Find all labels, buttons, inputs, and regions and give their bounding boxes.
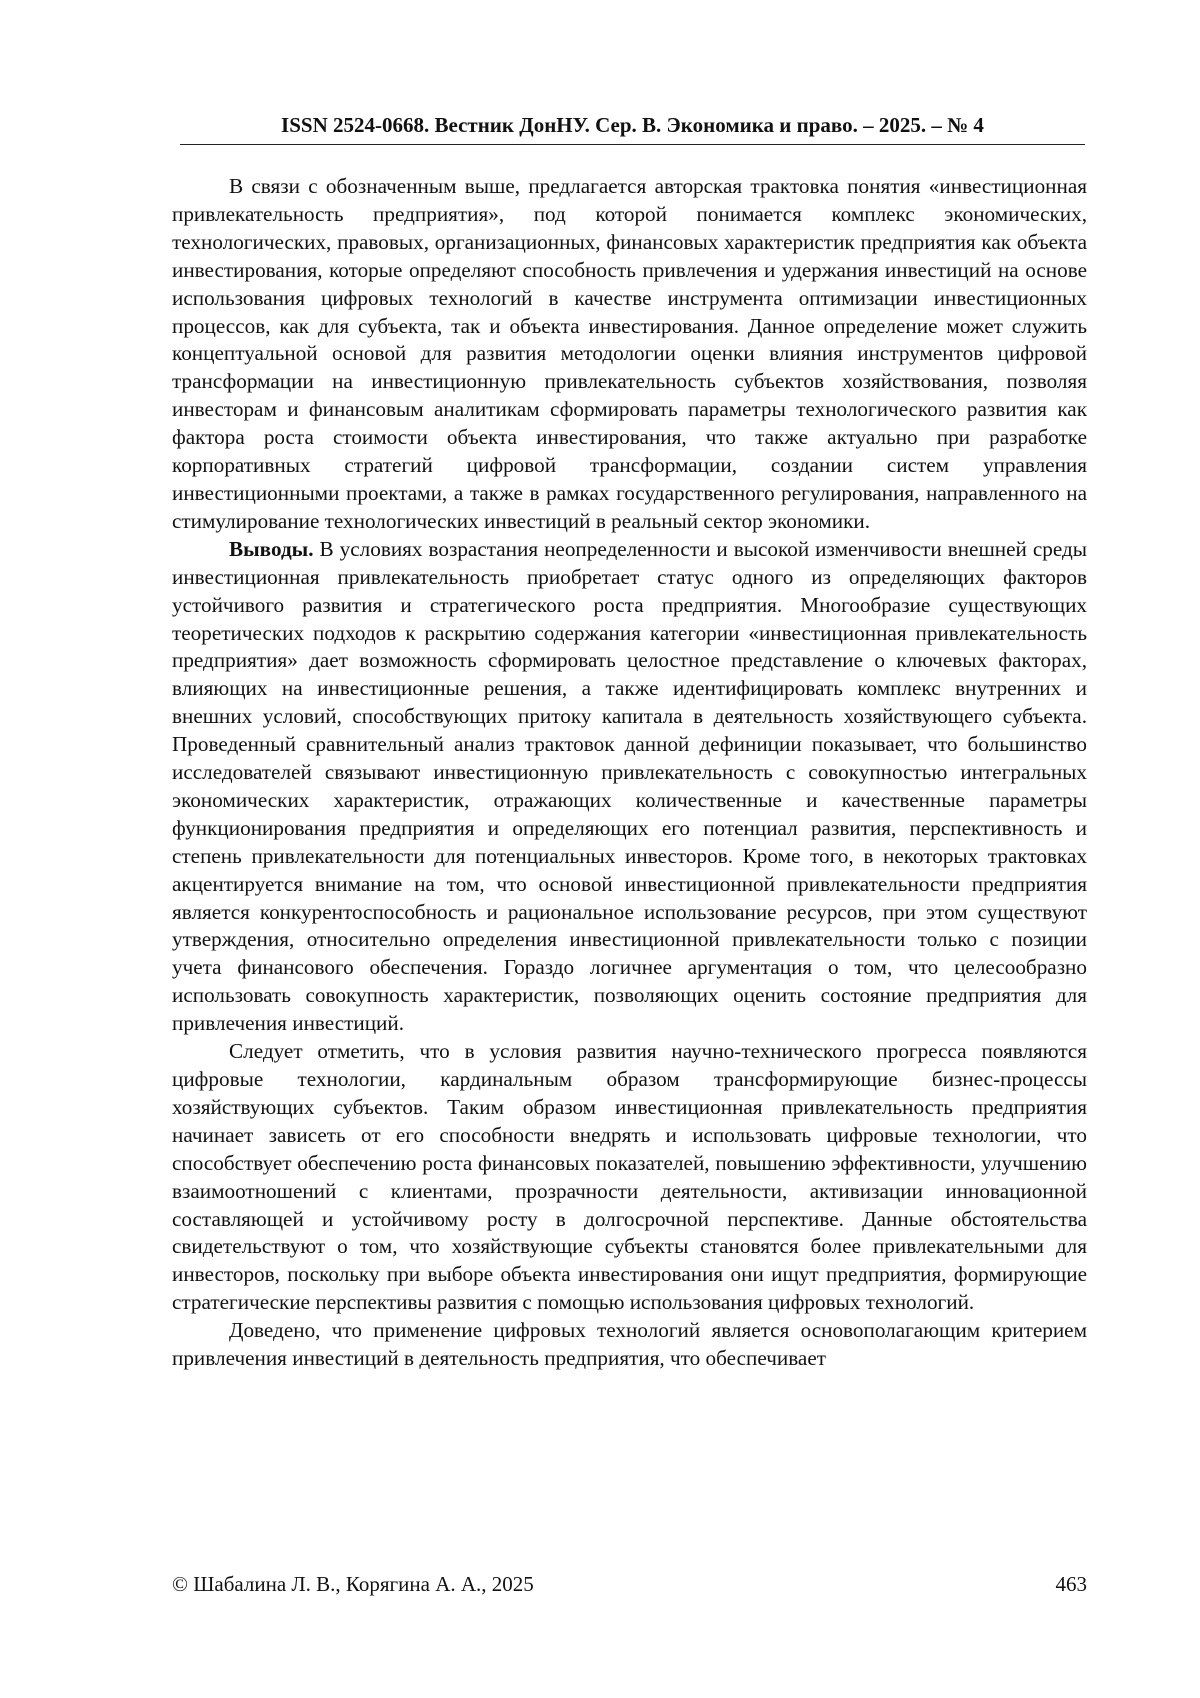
article-body xyxy=(172,173,1087,1373)
conclusions-heading: Выводы. xyxy=(229,536,314,561)
running-header xyxy=(180,112,1085,145)
paragraph-author-definition: В связи с обозначенным выше, предлагается авторская трактовка понятия «инвестиционная привлекательность предприятия», под которой понимается комплекс экономических, технологических, правовых, организационных, финансовых характеристик предприятия как объекта инвестирования, которые определяют способность привлечения и удержания инвестиций на основе использования цифровых технологий в качестве инструмента оптимизации инвестиционных процессов, как для субъекта, так и объекта инвестирования. Данное определение может служить концептуальной основой для развития методологии оценки влияния инструментов цифровой трансформации на инвестиционную привлекательность субъектов хозяйствования, позволяя инвесторам и финансовым аналитикам сформировать параметры технологического развития как фактора роста стоимости объекта инвестирования, что также актуально при разработке корпоративных стратегий цифровой трансформации, создании систем управления инвестиционными проектами, а также в рамках государственного регулирования, направленного на стимулирование технологических инвестиций в реальный сектор экономики. xyxy=(172,174,1087,533)
paragraph-digital-technologies: Следует отметить, что в условия развития научно-технического прогресса появляются цифровые технологии, кардинальным образом трансформирующие бизнес-процессы хозяйствующих субъектов. Таким образом инвестиционная привлекательность предприятия начинает зависеть от его способности внедрять и использовать цифровые технологии, что способствует обеспечению роста финансовых показателей, повышению эффективности, улучшению взаимоотношений с клиентами, прозрачности деятельности, активизации инновационной составляющей и устойчивому росту в долгосрочной перспективе. Данные обстоятельства свидетельствуют о том, что хозяйствующие субъекты становятся более привлекательными для инвесторов, поскольку при выборе объекта инвестирования они ищут предприятия, формирующие стратегические перспективы развития с помощью использования цифровых технологий. xyxy=(172,1039,1087,1315)
copyright-notice: © Шабалина Л. В., Корягина А. А., 2025 xyxy=(172,1572,534,1596)
journal-title: ISSN 2524-0668. Вестник ДонНУ. Сер. В. Экономика и право. – 2025. – № 4 xyxy=(281,113,984,137)
paragraph-conclusions xyxy=(172,536,1087,1038)
page-number: 463 xyxy=(1055,1572,1087,1596)
paragraph-proven: Доведено, что применение цифровых технологий является основополагающим критерием привлечения инвестиций в деятельность предприятия, что обеспечивает xyxy=(172,1318,1087,1371)
conclusions-text: В условиях возрастания неопределенности и высокой изменчивости внешней среды инвестиционная привлекательность приобретает статус одного из определяющих факторов устойчивого развития и стратегического роста предприятия. Многообразие существующих теоретических подходов к раскрытию содержания категории «инвестиционная привлекательность предприятия» дает возможность сформировать целостное представление о ключевых факторах, влияющих на инвестиционные решения, а также идентифицировать комплекс внутренних и внешних условий, способствующих притоку капитала в деятельность хозяйствующего субъекта. Проведенный сравнительный анализ трактовок данной дефиниции показывает, что большинство исследователей связывают инвестиционную привлекательность с совокупностью интегральных экономических характеристик, отражающих количественные и качественные параметры функционирования предприятия и определяющих его потенциал развития, перспективность и степень привлекательности для потенциальных инвесторов. Кроме того, в некоторых трактовках акцентируется внимание на том, что основой инвестиционной привлекательности предприятия является конкурентоспособность и рациональное использование ресурсов, при этом существуют утверждения, относительно определения инвестиционной привлекательности только с позиции учета финансового обеспечения. Гораздо логичнее аргументация о том, что целесообразно использовать совокупность характеристик, позволяющих оценить состояние предприятия для привлечения инвестиций. xyxy=(172,536,1087,1036)
